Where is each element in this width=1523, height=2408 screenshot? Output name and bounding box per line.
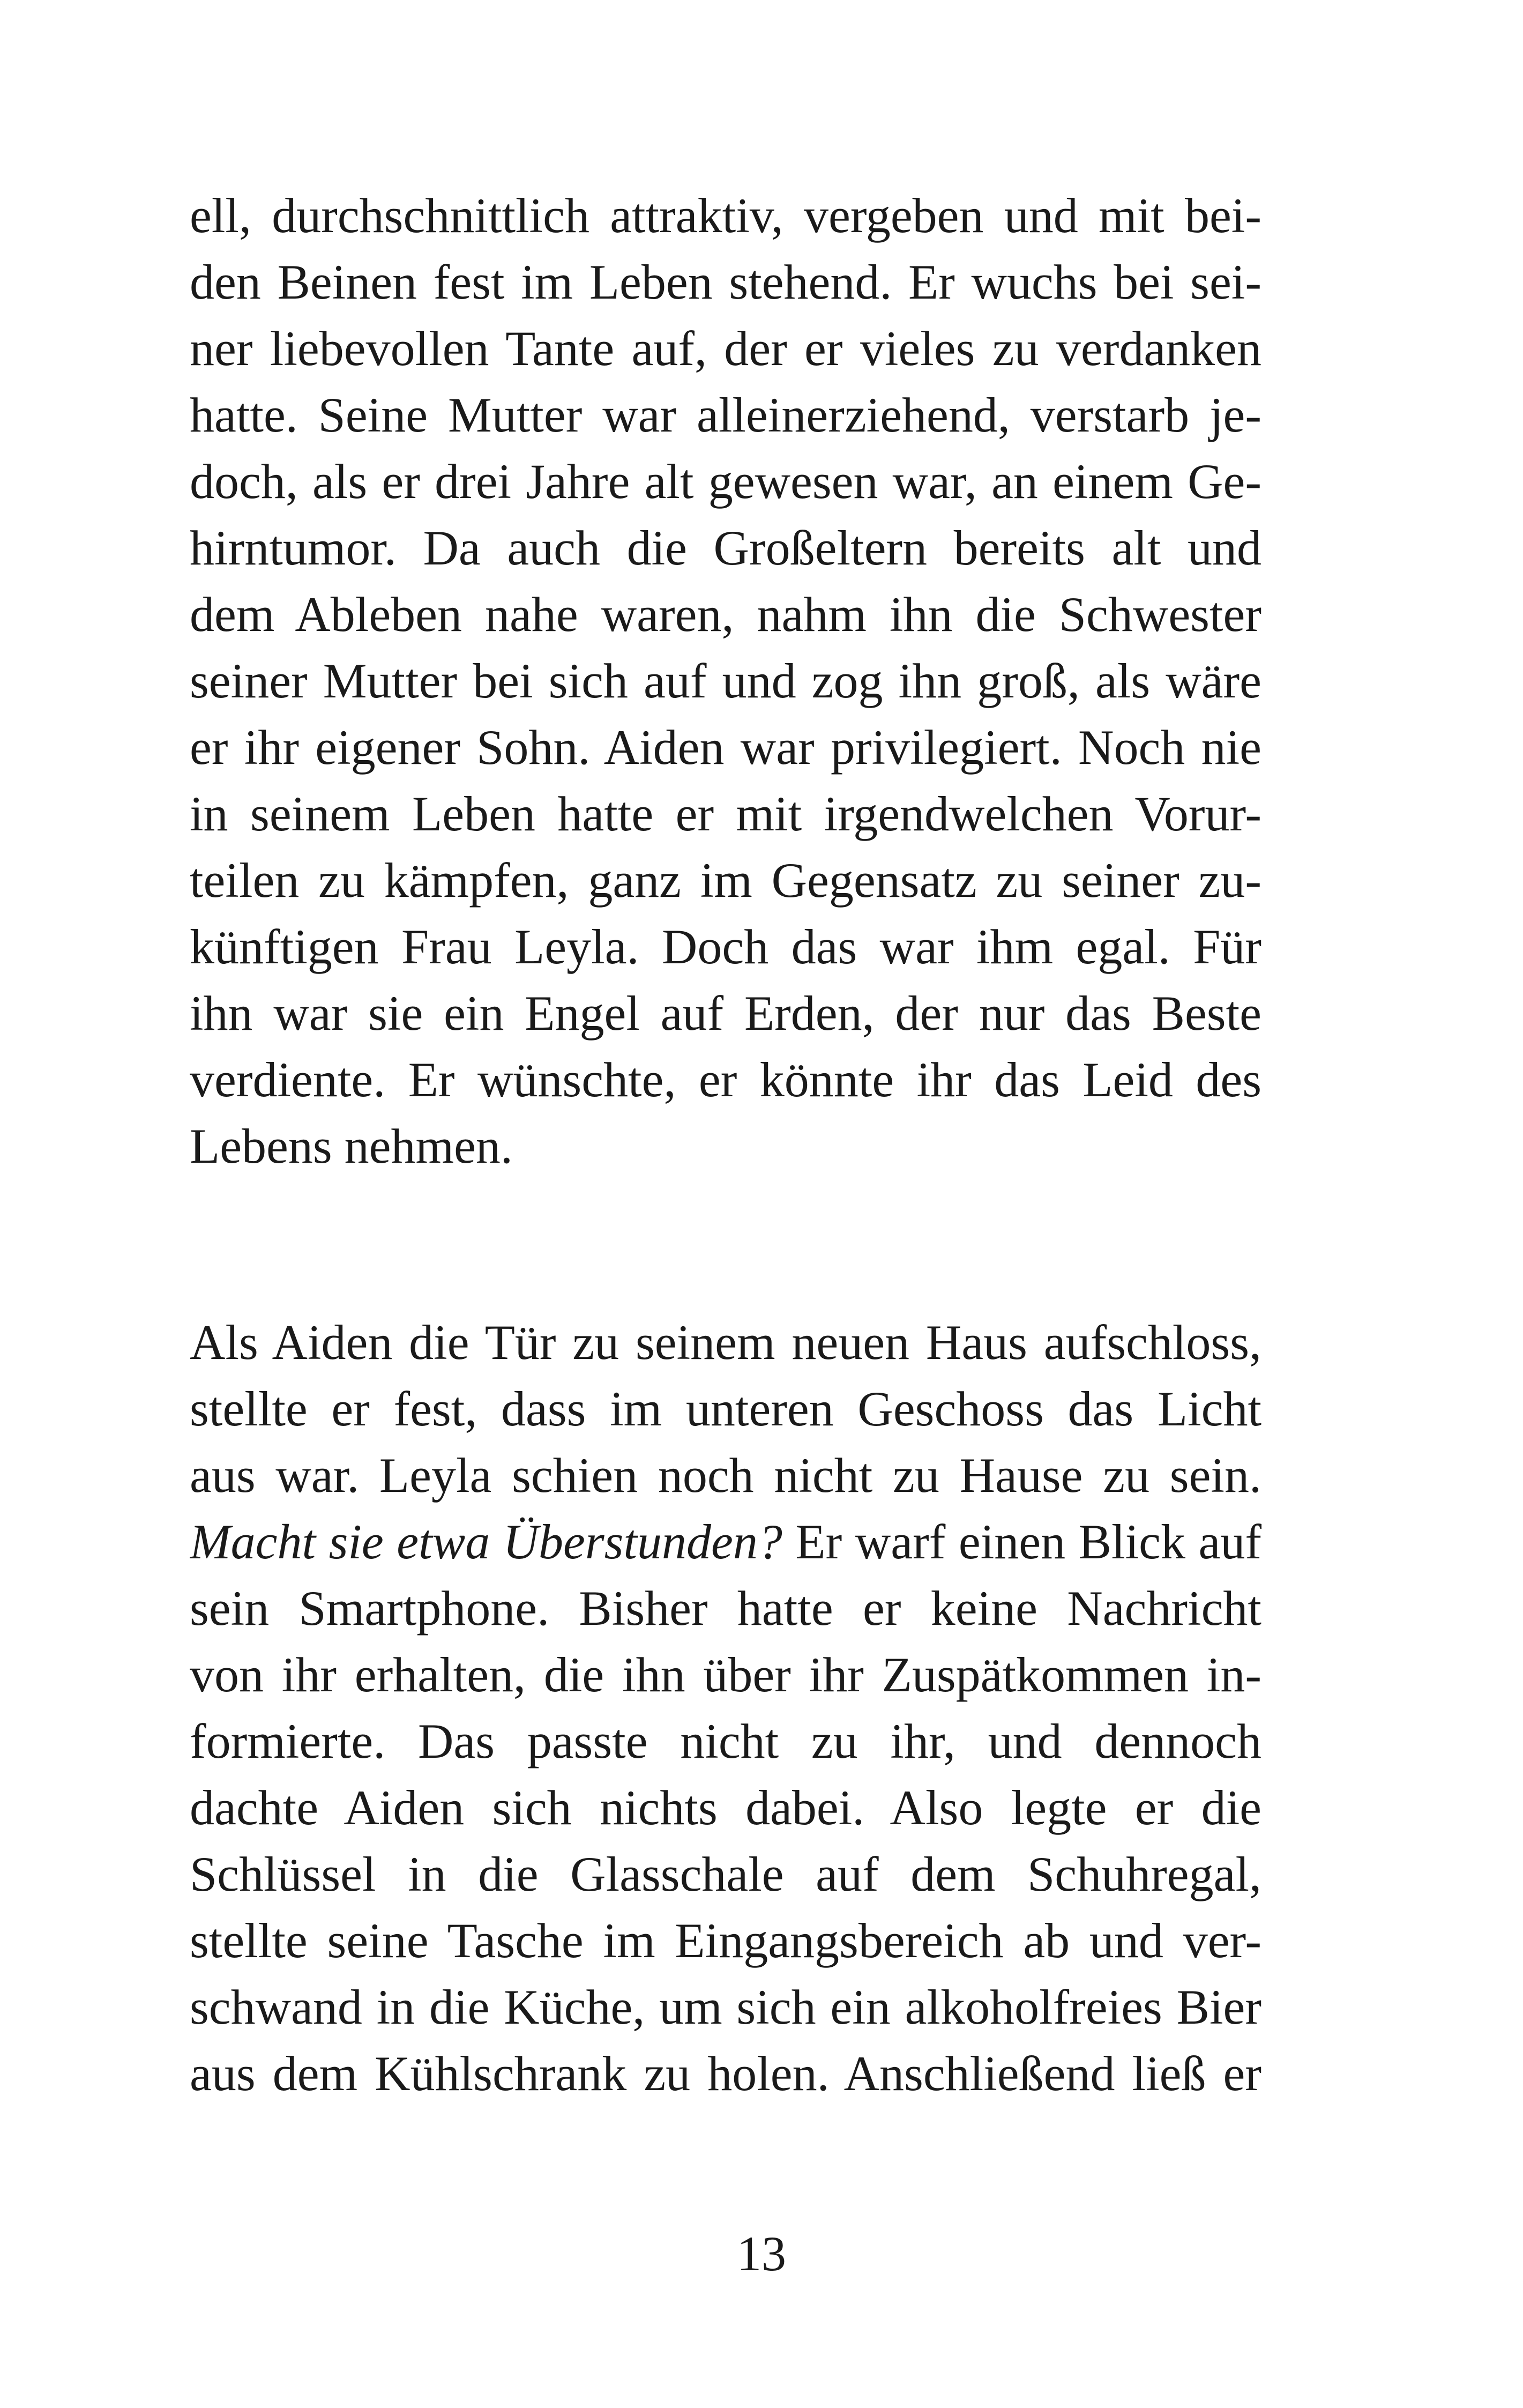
text-line: dem Ableben nahe waren, nahm ihn die Schwester	[190, 587, 1261, 642]
italic-thought: Macht sie etwa Überstunden?	[190, 1514, 782, 1569]
text-line: dachte Aiden sich nichts dabei. Also legte er die	[190, 1780, 1261, 1835]
text-line: er ihr eigener Sohn. Aiden war privilegiert. Noch nie	[190, 720, 1261, 775]
text-line: von ihr erhalten, die ihn über ihr Zuspätkommen in-	[190, 1647, 1261, 1702]
text-line: teilen zu kämpfen, ganz im Gegensatz zu seiner zu-	[190, 853, 1261, 908]
text-line: künftigen Frau Leyla. Doch das war ihm egal. Für	[190, 919, 1261, 974]
text-line: Lebens nehmen.	[190, 1119, 513, 1173]
text-line: sein Smartphone. Bisher hatte er keine Nachricht	[190, 1581, 1261, 1636]
text-line: ner liebevollen Tante auf, der er vieles zu verdanken	[190, 321, 1261, 376]
text-line: hirntumor. Da auch die Großeltern bereits alt und	[190, 521, 1261, 575]
text-line: den Beinen fest im Leben stehend. Er wuchs bei sei-	[190, 255, 1261, 309]
text-line: formierte. Das passte nicht zu ihr, und dennoch	[190, 1714, 1261, 1768]
text-line: aus dem Kühlschrank zu holen. Anschließend ließ er	[190, 2046, 1261, 2101]
text-line: hatte. Seine Mutter war alleinerziehend, verstarb je-	[190, 388, 1261, 442]
text-line: Schlüssel in die Glasschale auf dem Schuhregal,	[190, 1847, 1261, 1901]
text-line: doch, als er drei Jahre alt gewesen war, an einem Ge-	[190, 454, 1261, 509]
text-line: in seinem Leben hatte er mit irgendwelchen Vorur-	[190, 786, 1261, 841]
text-line: stellte er fest, dass im unteren Geschoss das Licht	[190, 1381, 1261, 1436]
text-line-with-italic	[190, 1508, 1261, 1575]
text-line: Als Aiden die Tür zu seinem neuen Haus aufschloss,	[190, 1315, 1261, 1370]
text-line: ihn war sie ein Engel auf Erden, der nur das Beste	[190, 986, 1261, 1041]
text-line: aus war. Leyla schien noch nicht zu Hause zu sein.	[190, 1448, 1261, 1503]
text-line: verdiente. Er wünschte, er könnte ihr das Leid des	[190, 1052, 1261, 1107]
page-number: 13	[737, 2226, 786, 2281]
text-line: seiner Mutter bei sich auf und zog ihn groß, als wäre	[190, 653, 1261, 708]
text-line: schwand in die Küche, um sich ein alkoholfreies Bier	[190, 1980, 1261, 2034]
paragraph-2	[190, 1309, 1261, 2107]
text-line: stellte seine Tasche im Eingangsbereich ab und ver-	[190, 1913, 1261, 1968]
paragraph-1	[190, 182, 1261, 1179]
text-segment: Er warf einen Blick auf	[782, 1514, 1261, 1569]
text-line: ell, durchschnittlich attraktiv, vergeben und mit bei-	[190, 188, 1261, 243]
